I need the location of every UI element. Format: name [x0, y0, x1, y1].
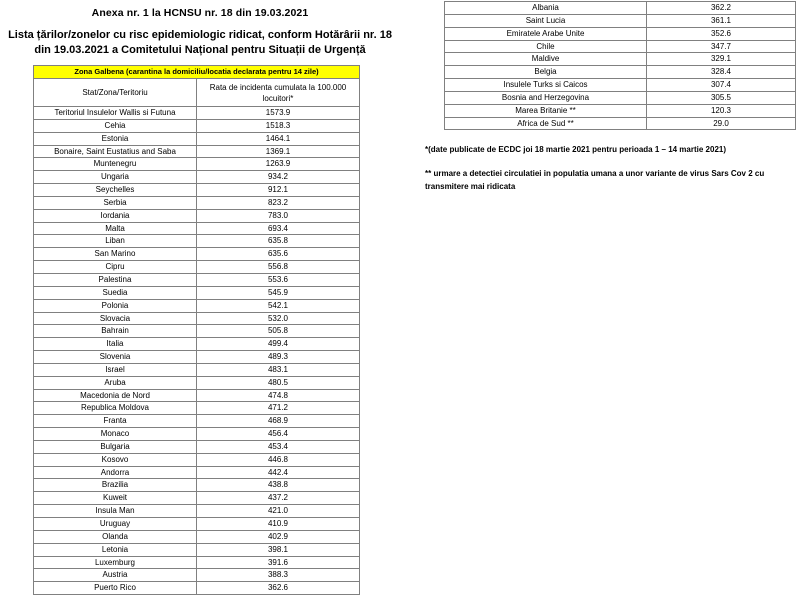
table-row — [445, 91, 796, 104]
incidence-value-cell: 437.2 — [197, 492, 360, 505]
country-name-cell: Brazilia — [34, 479, 197, 492]
table-row — [34, 428, 360, 441]
table-row — [34, 222, 360, 235]
table-row — [34, 338, 360, 351]
country-name-cell: Bahrain — [34, 325, 197, 338]
page-title — [0, 19, 400, 58]
incidence-value-cell: 362.2 — [647, 2, 796, 15]
table-row — [34, 569, 360, 582]
country-name-cell: Austria — [34, 569, 197, 582]
incidence-value-cell: 542.1 — [197, 299, 360, 312]
country-name-cell: Insula Man — [34, 505, 197, 518]
country-name-cell: Cehia — [34, 119, 197, 132]
country-name-cell: Albania — [445, 2, 647, 15]
incidence-value-cell: 361.1 — [647, 14, 796, 27]
incidence-value-cell: 1518.3 — [197, 119, 360, 132]
incidence-value-cell: 1369.1 — [197, 145, 360, 158]
left-data-rows — [34, 107, 360, 595]
table-row — [34, 556, 360, 569]
incidence-value-cell: 453.4 — [197, 440, 360, 453]
table-row — [34, 492, 360, 505]
country-name-cell: Seychelles — [34, 184, 197, 197]
left-table-body — [34, 66, 360, 107]
table-row — [445, 79, 796, 92]
footnotes — [425, 143, 797, 204]
yellow-zone-table-right — [444, 1, 796, 130]
country-name-cell: Slovacia — [34, 312, 197, 325]
country-name-cell: Letonia — [34, 543, 197, 556]
table-row — [34, 543, 360, 556]
country-name-cell: Emiratele Arabe Unite — [445, 27, 647, 40]
incidence-value-cell: 471.2 — [197, 402, 360, 415]
page-title-line-2: din 19.03.2021 a Comitetului Național pentru Situații de Urgență — [34, 44, 366, 56]
table-row — [34, 299, 360, 312]
incidence-value-cell: 783.0 — [197, 209, 360, 222]
country-name-cell: Kosovo — [34, 453, 197, 466]
country-name-cell: San Marino — [34, 248, 197, 261]
table-row — [34, 518, 360, 531]
incidence-value-cell: 545.9 — [197, 286, 360, 299]
table-row — [34, 376, 360, 389]
table-row — [445, 117, 796, 130]
incidence-value-cell: 388.3 — [197, 569, 360, 582]
country-name-cell: Saint Lucia — [445, 14, 647, 27]
incidence-value-cell: 635.8 — [197, 235, 360, 248]
country-name-cell: Bulgaria — [34, 440, 197, 453]
incidence-value-cell: 468.9 — [197, 415, 360, 428]
country-name-cell: Liban — [34, 235, 197, 248]
table-row — [34, 453, 360, 466]
country-name-cell: Belgia — [445, 66, 647, 79]
incidence-value-cell: 347.7 — [647, 40, 796, 53]
country-name-cell: Africa de Sud ** — [445, 117, 647, 130]
incidence-value-cell: 307.4 — [647, 79, 796, 92]
incidence-value-cell: 912.1 — [197, 184, 360, 197]
column-header-incidence: Rata de incidenta cumulata la 100.000 locuitori* — [197, 79, 360, 107]
incidence-value-cell: 489.3 — [197, 351, 360, 364]
incidence-value-cell: 120.3 — [647, 104, 796, 117]
incidence-value-cell: 553.6 — [197, 273, 360, 286]
country-name-cell: Teritoriul Insulelor Wallis si Futuna — [34, 107, 197, 120]
country-name-cell: Aruba — [34, 376, 197, 389]
country-name-cell: Macedonia de Nord — [34, 389, 197, 402]
country-name-cell: Andorra — [34, 466, 197, 479]
table-row — [34, 351, 360, 364]
incidence-value-cell: 421.0 — [197, 505, 360, 518]
country-name-cell: Puerto Rico — [34, 582, 197, 595]
table-row — [445, 53, 796, 66]
country-name-cell: Palestina — [34, 273, 197, 286]
table-row — [34, 119, 360, 132]
incidence-value-cell: 446.8 — [197, 453, 360, 466]
table-row — [34, 325, 360, 338]
table-row — [34, 209, 360, 222]
table-row — [34, 389, 360, 402]
incidence-value-cell: 362.6 — [197, 582, 360, 595]
country-name-cell: Israel — [34, 363, 197, 376]
table-row — [34, 286, 360, 299]
incidence-value-cell: 505.8 — [197, 325, 360, 338]
incidence-value-cell: 329.1 — [647, 53, 796, 66]
table-row — [34, 415, 360, 428]
table-row — [34, 440, 360, 453]
country-name-cell: Republica Moldova — [34, 402, 197, 415]
incidence-value-cell: 328.4 — [647, 66, 796, 79]
table-row — [34, 363, 360, 376]
country-name-cell: Polonia — [34, 299, 197, 312]
incidence-value-cell: 480.5 — [197, 376, 360, 389]
incidence-value-cell: 1263.9 — [197, 158, 360, 171]
country-name-cell: Marea Britanie ** — [445, 104, 647, 117]
table-row — [34, 196, 360, 209]
incidence-value-cell: 410.9 — [197, 518, 360, 531]
incidence-value-cell: 402.9 — [197, 530, 360, 543]
incidence-value-cell: 442.4 — [197, 466, 360, 479]
table-row — [34, 312, 360, 325]
incidence-value-cell: 456.4 — [197, 428, 360, 441]
table-row — [34, 466, 360, 479]
incidence-value-cell: 1573.9 — [197, 107, 360, 120]
table-row — [34, 261, 360, 274]
country-name-cell: Monaco — [34, 428, 197, 441]
table-row — [34, 132, 360, 145]
incidence-value-cell: 823.2 — [197, 196, 360, 209]
yellow-zone-banner-label: Zona Galbena (carantina la domiciliu/locatia declarata pentru 14 zile) — [34, 66, 360, 79]
page-title-line-1: Lista țărilor/zonelor cu risc epidemiologic ridicat, conform Hotărârii nr. 18 — [8, 29, 392, 41]
incidence-value-cell: 483.1 — [197, 363, 360, 376]
incidence-value-cell: 556.8 — [197, 261, 360, 274]
incidence-value-cell: 352.6 — [647, 27, 796, 40]
table-row — [34, 107, 360, 120]
incidence-value-cell: 635.6 — [197, 248, 360, 261]
country-name-cell: Uruguay — [34, 518, 197, 531]
incidence-value-cell: 305.5 — [647, 91, 796, 104]
yellow-zone-banner-row — [34, 66, 360, 79]
incidence-value-cell: 693.4 — [197, 222, 360, 235]
yellow-zone-table-left — [33, 65, 360, 595]
table-row — [34, 530, 360, 543]
country-name-cell: Suedia — [34, 286, 197, 299]
table-row — [34, 479, 360, 492]
country-name-cell: Insulele Turks si Caicos — [445, 79, 647, 92]
incidence-value-cell: 438.8 — [197, 479, 360, 492]
table-row — [34, 505, 360, 518]
country-name-cell: Malta — [34, 222, 197, 235]
table-row — [445, 104, 796, 117]
column-header-row — [34, 79, 360, 107]
country-name-cell: Estonia — [34, 132, 197, 145]
right-data-rows — [445, 2, 796, 130]
incidence-value-cell: 398.1 — [197, 543, 360, 556]
country-name-cell: Cipru — [34, 261, 197, 274]
country-name-cell: Muntenegru — [34, 158, 197, 171]
table-row — [445, 27, 796, 40]
annex-reference-line: Anexa nr. 1 la HCNSU nr. 18 din 19.03.2021 — [91, 7, 309, 19]
country-name-cell: Serbia — [34, 196, 197, 209]
country-name-cell: Luxemburg — [34, 556, 197, 569]
country-name-cell: Maldive — [445, 53, 647, 66]
table-row — [34, 171, 360, 184]
table-row — [445, 66, 796, 79]
country-name-cell: Bosnia and Herzegovina — [445, 91, 647, 104]
footnote-variant-note: ** urmare a detectiei circulatiei in populatia umana a unor variante de virus Sars Cov 2 cu transmitere mai ridicata — [425, 169, 765, 191]
country-name-cell: Bonaire, Saint Eustatius and Saba — [34, 145, 197, 158]
country-name-cell: Iordania — [34, 209, 197, 222]
incidence-value-cell: 499.4 — [197, 338, 360, 351]
table-row — [34, 235, 360, 248]
table-row — [34, 582, 360, 595]
footnote-ecdc-source: *(date publicate de ECDC joi 18 martie 2021 pentru perioada 1 – 14 martie 2021) — [425, 145, 727, 154]
table-row — [445, 2, 796, 15]
incidence-value-cell: 934.2 — [197, 171, 360, 184]
table-row — [34, 184, 360, 197]
table-row — [34, 145, 360, 158]
incidence-value-cell: 1464.1 — [197, 132, 360, 145]
table-row — [34, 402, 360, 415]
country-name-cell: Olanda — [34, 530, 197, 543]
column-header-country: Stat/Zona/Teritoriu — [34, 79, 197, 107]
table-row — [34, 273, 360, 286]
incidence-value-cell: 474.8 — [197, 389, 360, 402]
incidence-value-cell: 391.6 — [197, 556, 360, 569]
country-name-cell: Franta — [34, 415, 197, 428]
table-row — [34, 158, 360, 171]
incidence-value-cell: 532.0 — [197, 312, 360, 325]
country-name-cell: Ungaria — [34, 171, 197, 184]
incidence-value-cell: 29.0 — [647, 117, 796, 130]
document-header — [0, 0, 400, 58]
country-name-cell: Slovenia — [34, 351, 197, 364]
country-name-cell: Kuweit — [34, 492, 197, 505]
table-row — [445, 14, 796, 27]
country-name-cell: Chile — [445, 40, 647, 53]
table-row — [34, 248, 360, 261]
country-name-cell: Italia — [34, 338, 197, 351]
table-row — [445, 40, 796, 53]
